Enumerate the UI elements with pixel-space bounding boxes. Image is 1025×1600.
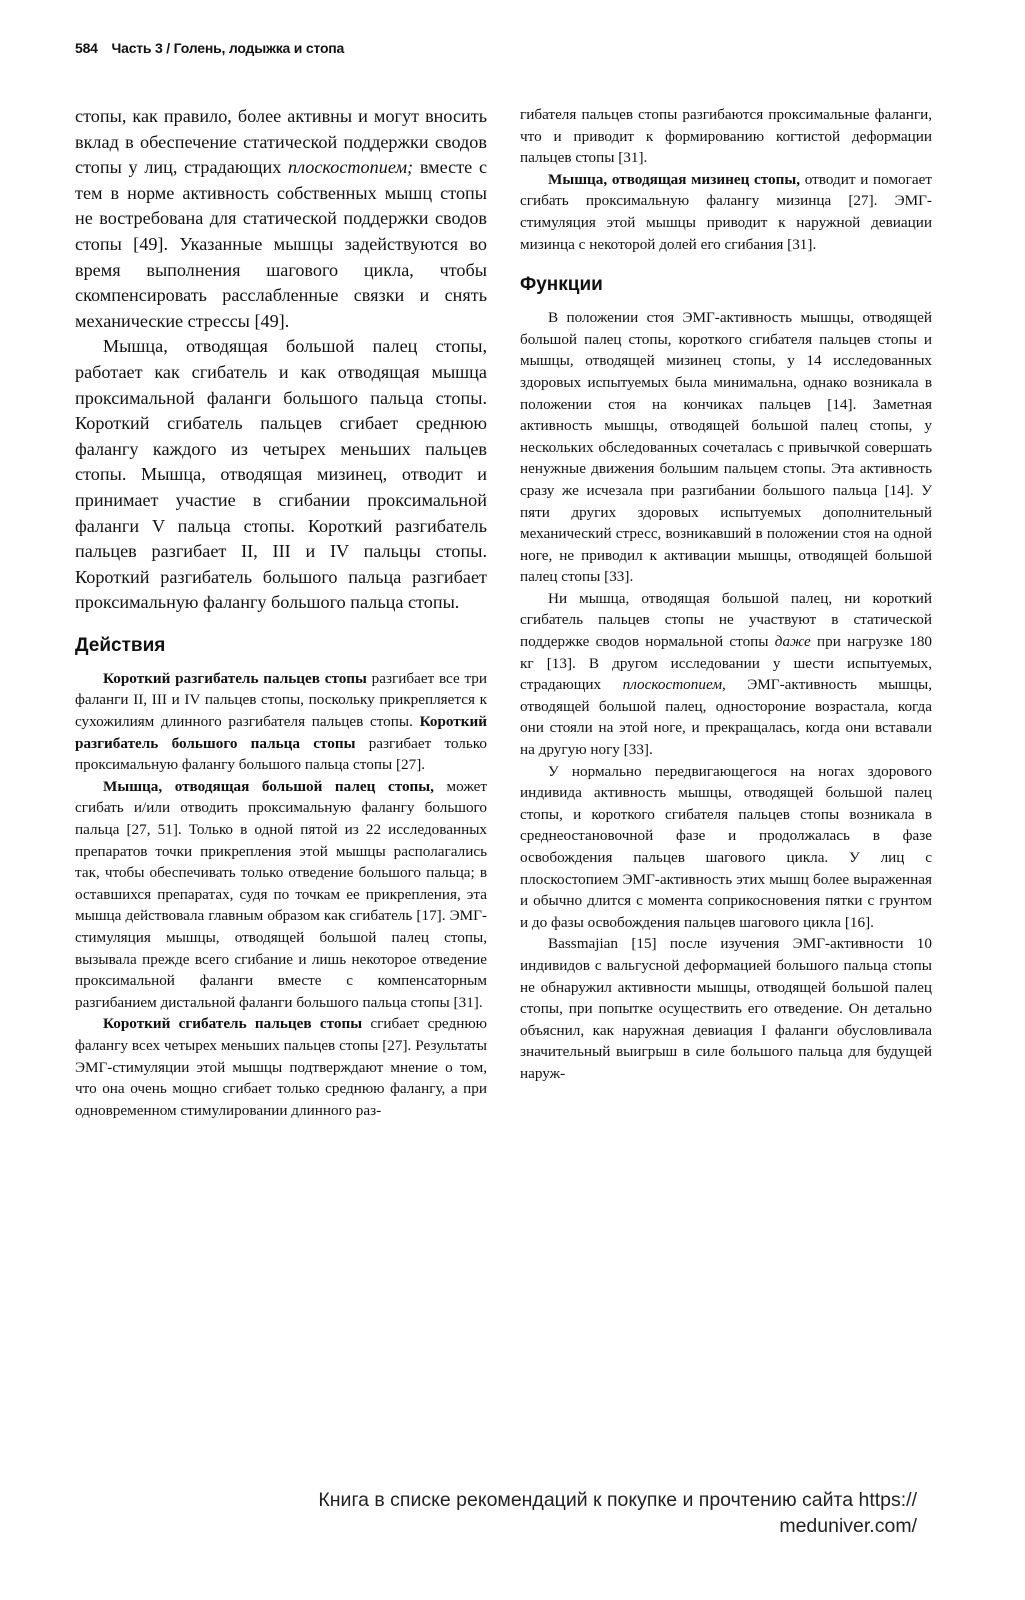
paragraph-short-extensor <box>75 668 487 776</box>
paragraph-text: ЭМГ-активность мышцы, отводящей большой палец, одностороние возрастала, когда они стояли на этой ноге, и прекращалась, когда они вставали на другую ногу [33]. <box>520 676 933 759</box>
paragraph-bassmajian: Bassmajian [15] после изучения ЭМГ-активности 10 индивидов с вальгусной деформацией большого пальца стопы не обнаружил активности мышцы, отводящей большой палец стопы, при попытке осуществить его отведение. Он детально объяснил, как наружная девиация I фаланги обусловливала значительный выигрыш в силе большого пальца для будущей наруж- <box>520 935 932 1082</box>
bold-term: Мышца, отводящая мизинец стопы, <box>548 170 801 188</box>
bold-term: Мышца, отводящая большой палец стопы, <box>103 777 434 795</box>
running-header <box>75 40 344 56</box>
italic-term: плоскостопием; <box>288 157 414 178</box>
paragraph-arch-support <box>520 588 932 761</box>
paragraph-text: отводит и помогает сгибать проксимальную фалангу мизинца [27]. ЭМГ-стимуляция этой мышцы приводит к наружной девиации мизинца с некоторой долей его сгибания [31]. <box>520 170 933 253</box>
paragraph-gait: У нормально передвигающегося на ногах здорового индивида активность мышцы, отводящей большой палец стопы, и короткого сгибателя пальцев стопы возникала в среднеостановочной фазе и продолжалась в фазе освобождения пальцев шагового цикла. У лиц с плоскостопием ЭМГ-активность этих мышц более выраженная и обычно длится с момента соприкосновения пятки с грунтом и до фазы освобождения пальцев шагового цикла [16]. <box>520 762 932 931</box>
paragraph-continuation: гибателя пальцев стопы разгибаются проксимальные фаланги, что и приводит к формированию когтистой деформации пальцев стопы [31]. <box>520 106 932 167</box>
paragraph-text: разгибает все три фаланги II, III и IV пальцев стопы, поскольку прикрепляется к сухожилиям длинного разгибателя пальцев стопы. <box>75 669 487 731</box>
watermark-footer <box>137 1487 917 1539</box>
paragraph-short-flexor <box>75 1013 487 1121</box>
running-title: Часть 3 / Голень, лодыжка и стопа <box>111 40 345 56</box>
paragraph-text: сгибает среднюю фалангу всех четырех меньших пальцев стопы [27]. Результаты ЭМГ-стимуляции этой мышцы подтверждают мнение о том, что она очень мощно сгибает только среднюю фалангу, а при одновременном стимулировании длинного раз- <box>75 1015 488 1119</box>
footer-link[interactable]: meduniver.com/ <box>779 1515 917 1537</box>
footer-line: Книга в списке рекомендаций к покупке и прочтению сайта https:// <box>318 1489 917 1511</box>
left-column <box>75 104 487 1121</box>
italic-term: даже <box>774 633 811 651</box>
paragraph-muscles-overview: Мышца, отводящая большой палец стопы, работает как сгибатель и как отводящая мышца проксимальной фаланги большого пальца стопы. Короткий сгибатель пальцев сгибает среднюю фалангу каждого из четырех меньших пальцев стопы. Мышца, отводящая мизинец, отводит и принимает участие в сгибании проксимальной фаланги V пальца стопы. Короткий разгибатель пальцев разгибает II, III и IV пальцы стопы. Короткий разгибатель большого пальца разгибает проксимальную фалангу большого пальца стопы. <box>75 336 487 613</box>
paragraph-text: стопы, как правило, более активны и могут вносить вклад в обеспечение статической поддержки сводов стопы у лиц, страдающих <box>75 106 487 178</box>
bold-term: Короткий разгибатель пальцев стопы <box>103 669 367 687</box>
bold-term: Короткий сгибатель пальцев стопы <box>103 1015 363 1033</box>
paragraph-text: Ни мышца, отводящая большой палец, ни короткий сгибатель пальцев стопы не участвуют в статической поддержке сводов нормальной стопы <box>520 589 932 651</box>
right-column <box>520 104 932 1085</box>
bold-term: Короткий разгибатель большого пальца стопы <box>75 713 488 752</box>
italic-term: плоскостопием, <box>622 676 726 694</box>
paragraph-standing: В положении стоя ЭМГ-активность мышцы, отводящей большой палец стопы, короткого сгибателя пальцев стопы и мышцы, отводящей мизинец стопы, у 14 исследованных здоровых испытуемых была минимальна, однако возникала в положении стоя на кончиках пальцев [14]. Заметная активность мышцы, отводящей большой палец стопы, у нескольких обследованных сочеталась с привычкой совершать ненужные движения большим пальцем стопы. Эта активность сразу же исчезала при разгибании большого пальца [14]. У пяти других здоровых испытуемых дополнительный механический стресс, возникавший в положении стоя на одной ноге, не приводил к активации мышцы, отводящей большой палец стопы [33]. <box>520 309 932 586</box>
paragraph-text: разгибает только проксимальную фалангу большого пальца стопы [27]. <box>75 734 488 774</box>
section-heading-functions: Функции <box>520 274 603 296</box>
paragraph-flatfoot <box>75 104 487 334</box>
paragraph-abductor-minimi <box>520 169 932 255</box>
paragraph-text: при нагрузке 180 кг [13]. В другом исследовании у шести испытуемых, страдающих <box>520 633 933 694</box>
section-heading-actions: Действия <box>75 634 166 656</box>
paragraph-abductor-hallucis <box>75 776 487 1014</box>
paragraph-text: может сгибать и/или отводить проксимальную фалангу большого пальца [27, 51]. Только в одной пятой из 22 исследованных препаратов точки прикрепления этой мышцы располагались так, чтобы обеспечивать только отведение большого пальца; в оставшихся препаратах, судя по точкам ее прикрепления, эта мышца действовала главным образом как сгибатель [17]. ЭМГ-стимуляция мышцы, отводящей большой палец стопы, вызывала прежде всего сгибание и лишь некоторое отведение проксимальной фаланги вместе с компенсаторным разгибанием дистальной фаланги большого пальца стопы [31]. <box>75 777 487 1011</box>
page-number: 584 <box>75 40 98 56</box>
paragraph-text: вместе с тем в норме активность собственных мышц стопы не востребована для статической поддержки сводов стопы [49]. Указанные мышцы задействуются во время выполнения шагового цикла, чтобы скомпенсировать расслабленные связки и снять механические стрессы [49]. <box>75 157 488 331</box>
